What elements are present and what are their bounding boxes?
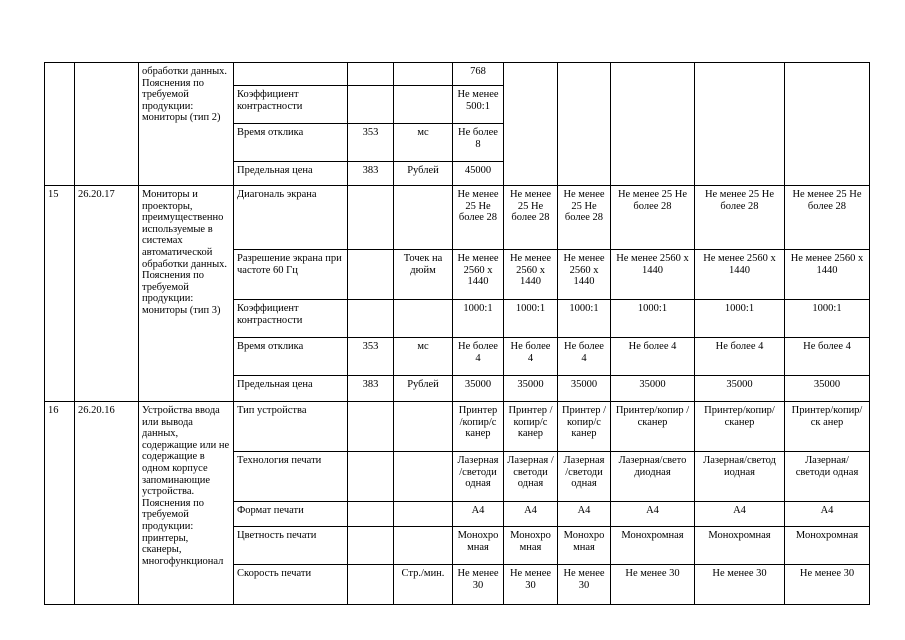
- value-cell: 1000:1: [785, 300, 870, 338]
- param-name-cell: Тип устройства: [234, 402, 348, 452]
- okpd-code-cell: 26.20.17: [75, 186, 139, 402]
- value-cell: Принтер/копир/ск анер: [785, 402, 870, 452]
- value-cell: Не менее 30: [785, 565, 870, 605]
- param-name-cell: Технология печати: [234, 452, 348, 502]
- value-cell: Не более 4: [558, 338, 611, 376]
- param-name-cell: Разрешение экрана при частоте 60 Гц: [234, 250, 348, 300]
- okei-code-cell: [348, 452, 394, 502]
- value-cell: Принтер/копир/ сканер: [695, 402, 785, 452]
- value-cell: 1000:1: [453, 300, 504, 338]
- value-cell: Не менее 30: [558, 565, 611, 605]
- unit-cell: Рублей: [394, 376, 453, 402]
- empty-cell: [785, 63, 870, 186]
- param-name-cell: Предельная цена: [234, 376, 348, 402]
- param-name-cell: Скорость печати: [234, 565, 348, 605]
- value-cell: Не менее 30: [504, 565, 558, 605]
- value-cell: Не более 4: [453, 338, 504, 376]
- value-cell: Не менее 30: [453, 565, 504, 605]
- value-cell: Не менее 25 Не более 28: [611, 186, 695, 250]
- value-cell: А4: [785, 502, 870, 527]
- value-cell: Не менее 500:1: [453, 86, 504, 124]
- unit-cell: Стр./мин.: [394, 565, 453, 605]
- value-cell: 35000: [504, 376, 558, 402]
- okei-code-cell: [348, 186, 394, 250]
- okei-code-cell: [348, 502, 394, 527]
- value-cell: 45000: [453, 162, 504, 186]
- value-cell: 35000: [785, 376, 870, 402]
- value-cell: 768: [453, 63, 504, 86]
- param-name-cell: Предельная цена: [234, 162, 348, 186]
- param-name-cell: Цветность печати: [234, 527, 348, 565]
- value-cell: Монохромная: [695, 527, 785, 565]
- value-cell: Не менее 25 Не более 28: [558, 186, 611, 250]
- value-cell: Принтер /копир/с канер: [504, 402, 558, 452]
- okpd-code-cell: [75, 63, 139, 186]
- okei-code-cell: [348, 527, 394, 565]
- okei-code-cell: [348, 63, 394, 86]
- value-cell: 35000: [611, 376, 695, 402]
- empty-cell: [611, 63, 695, 186]
- okpd-code-cell: 26.20.16: [75, 402, 139, 605]
- row-number-cell: 15: [45, 186, 75, 402]
- requirements-table: [44, 62, 870, 605]
- value-cell: Лазерная/светоди одная: [785, 452, 870, 502]
- table-row: [45, 402, 870, 452]
- value-cell: Монохро мная: [504, 527, 558, 565]
- value-cell: Монохромная: [785, 527, 870, 565]
- value-cell: Не более 4: [695, 338, 785, 376]
- empty-cell: [504, 63, 558, 186]
- value-cell: Принтер /копир/с канер: [453, 402, 504, 452]
- row-number-cell: 16: [45, 402, 75, 605]
- value-cell: Лазерная/свето диодная: [611, 452, 695, 502]
- row-number-cell: [45, 63, 75, 186]
- value-cell: 1000:1: [611, 300, 695, 338]
- param-name-cell: [234, 63, 348, 86]
- unit-cell: [394, 452, 453, 502]
- unit-cell: [394, 300, 453, 338]
- value-cell: 35000: [453, 376, 504, 402]
- unit-cell: [394, 527, 453, 565]
- value-cell: А4: [558, 502, 611, 527]
- param-name-cell: Время отклика: [234, 124, 348, 162]
- value-cell: Монохромная: [611, 527, 695, 565]
- value-cell: Не менее 25 Не более 28: [695, 186, 785, 250]
- empty-cell: [558, 63, 611, 186]
- value-cell: Не более 4: [504, 338, 558, 376]
- product-name-text: Устройства ввода или вывода данных, содержащие или не содержащие в одном корпусе запоминающие устройства. Пояснения по требуемой продукции: принтеры, сканеры, многофункционал: [142, 405, 230, 567]
- value-cell: Лазерная /светоди одная: [558, 452, 611, 502]
- value-cell: Лазерная/светод иодная: [695, 452, 785, 502]
- value-cell: 1000:1: [695, 300, 785, 338]
- okei-code-cell: 383: [348, 376, 394, 402]
- value-cell: А4: [611, 502, 695, 527]
- unit-cell: [394, 63, 453, 86]
- value-cell: Лазерная /светоди одная: [453, 452, 504, 502]
- value-cell: Не менее 25 Не более 28: [504, 186, 558, 250]
- param-name-cell: Коэффициент контрастности: [234, 300, 348, 338]
- value-cell: Не более 4: [611, 338, 695, 376]
- unit-cell: Рублей: [394, 162, 453, 186]
- unit-cell: [394, 186, 453, 250]
- value-cell: 35000: [558, 376, 611, 402]
- product-name-cell: Мониторы и проекторы, преимущественно используемые в системах автоматической обработки данных. Пояснения по требуемой продукции: мониторы (тип 3): [139, 186, 234, 402]
- value-cell: Лазерная /светоди одная: [504, 452, 558, 502]
- okei-code-cell: 353: [348, 338, 394, 376]
- value-cell: Не менее 25 Не более 28: [453, 186, 504, 250]
- value-cell: 35000: [695, 376, 785, 402]
- value-cell: Не менее 2560 х 1440: [504, 250, 558, 300]
- table-row: [45, 63, 870, 86]
- value-cell: Не менее 2560 х 1440: [785, 250, 870, 300]
- okei-code-cell: 383: [348, 162, 394, 186]
- value-cell: Принтер/копир /сканер: [611, 402, 695, 452]
- value-cell: Не менее 30: [611, 565, 695, 605]
- value-cell: Не менее 2560 х 1440: [453, 250, 504, 300]
- value-cell: Не менее 25 Не более 28: [785, 186, 870, 250]
- value-cell: А4: [453, 502, 504, 527]
- product-name-cell: [139, 402, 234, 605]
- param-name-cell: Коэффициент контрастности: [234, 86, 348, 124]
- unit-cell: мс: [394, 338, 453, 376]
- value-cell: 1000:1: [504, 300, 558, 338]
- value-cell: Не менее 2560 х 1440: [611, 250, 695, 300]
- product-name-cell: обработки данных. Пояснения по требуемой продукции: мониторы (тип 2): [139, 63, 234, 186]
- unit-cell: [394, 502, 453, 527]
- table-row: [45, 186, 870, 250]
- okei-code-cell: [348, 86, 394, 124]
- value-cell: Монохро мная: [453, 527, 504, 565]
- value-cell: Не менее 2560 х 1440: [558, 250, 611, 300]
- okei-code-cell: [348, 300, 394, 338]
- value-cell: Принтер /копир/с канер: [558, 402, 611, 452]
- unit-cell: мс: [394, 124, 453, 162]
- value-cell: Не менее 30: [695, 565, 785, 605]
- value-cell: Не более 4: [785, 338, 870, 376]
- value-cell: А4: [504, 502, 558, 527]
- param-name-cell: Формат печати: [234, 502, 348, 527]
- value-cell: Не более 8: [453, 124, 504, 162]
- value-cell: 1000:1: [558, 300, 611, 338]
- param-name-cell: Время отклика: [234, 338, 348, 376]
- okei-code-cell: [348, 402, 394, 452]
- empty-cell: [695, 63, 785, 186]
- unit-cell: Точек на дюйм: [394, 250, 453, 300]
- value-cell: Монохро мная: [558, 527, 611, 565]
- value-cell: Не менее 2560 х 1440: [695, 250, 785, 300]
- okei-code-cell: [348, 565, 394, 605]
- param-name-cell: Диагональ экрана: [234, 186, 348, 250]
- value-cell: А4: [695, 502, 785, 527]
- okei-code-cell: 353: [348, 124, 394, 162]
- okei-code-cell: [348, 250, 394, 300]
- unit-cell: [394, 86, 453, 124]
- unit-cell: [394, 402, 453, 452]
